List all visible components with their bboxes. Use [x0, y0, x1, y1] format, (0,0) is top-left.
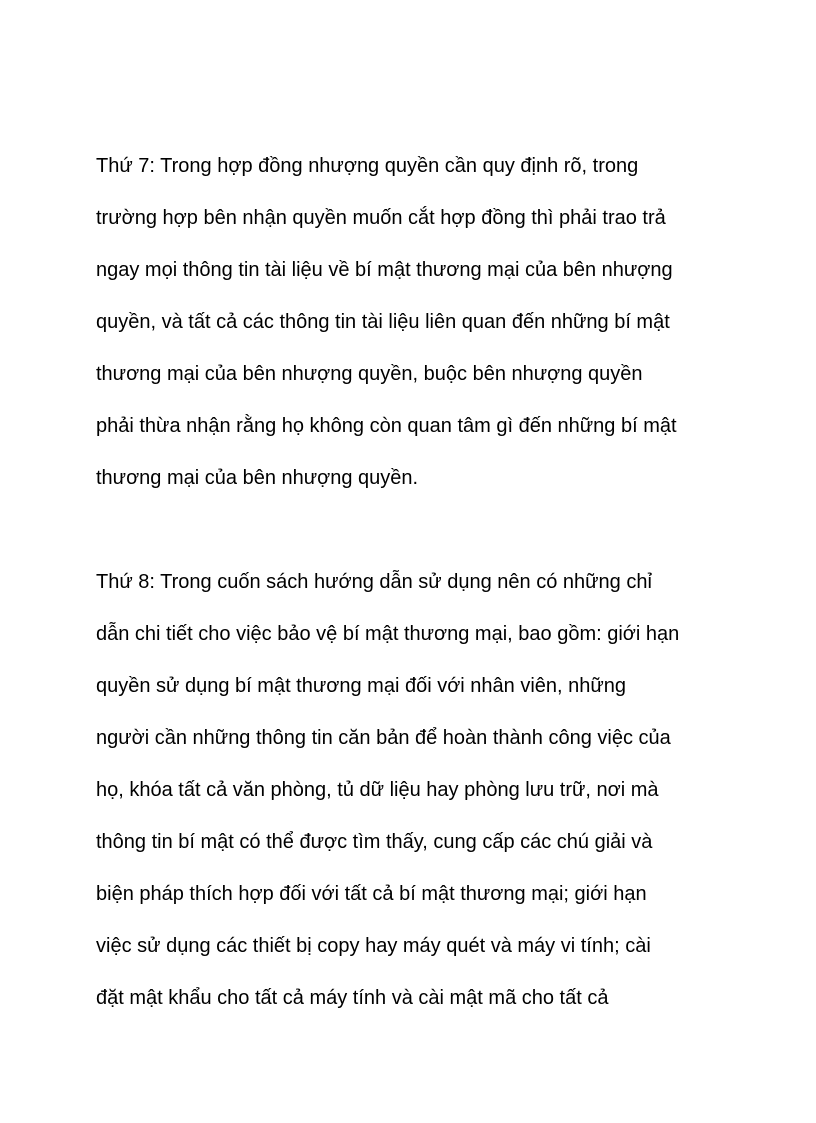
text-line: thương mại của bên nhượng quyền.	[96, 467, 419, 489]
text-line: họ, khóa tất cả văn phòng, tủ dữ liệu hay phòng lưu trữ, nơi mà	[96, 779, 659, 801]
text-line: thương mại của bên nhượng quyền, buộc bên nhượng quyền	[96, 363, 643, 385]
text-line: Thứ 8: Trong cuốn sách hướng dẫn sử dụng nên có những chỉ	[96, 571, 652, 593]
text-line: quyền, và tất cả các thông tin tài liệu liên quan đến những bí mật	[96, 311, 670, 333]
text-line: người cần những thông tin căn bản để hoàn thành công việc của	[96, 727, 671, 749]
text-line: Thứ 7: Trong hợp đồng nhượng quyền cần quy định rõ, trong	[96, 155, 639, 177]
text-line: thông tin bí mật có thể được tìm thấy, cung cấp các chú giải và	[96, 831, 653, 853]
text-line: việc sử dụng các thiết bị copy hay máy quét và máy vi tính; cài	[96, 935, 651, 957]
text-line: phải thừa nhận rằng họ không còn quan tâm gì đến những bí mật	[96, 415, 677, 437]
text-line: ngay mọi thông tin tài liệu về bí mật thương mại của bên nhượng	[96, 259, 673, 281]
text-line: biện pháp thích hợp đối với tất cả bí mật thương mại; giới hạn	[96, 883, 647, 905]
text-line: quyền sử dụng bí mật thương mại đối với nhân viên, những	[96, 675, 627, 697]
text-line: dẫn chi tiết cho việc bảo vệ bí mật thương mại, bao gồm: giới hạn	[96, 623, 680, 645]
text-line: trường hợp bên nhận quyền muốn cắt hợp đồng thì phải trao trả	[96, 207, 666, 229]
paragraph-thu-8	[96, 567, 736, 1035]
paragraph-thu-7	[96, 151, 736, 515]
text-line: đặt mật khẩu cho tất cả máy tính và cài mật mã cho tất cả	[96, 987, 609, 1009]
